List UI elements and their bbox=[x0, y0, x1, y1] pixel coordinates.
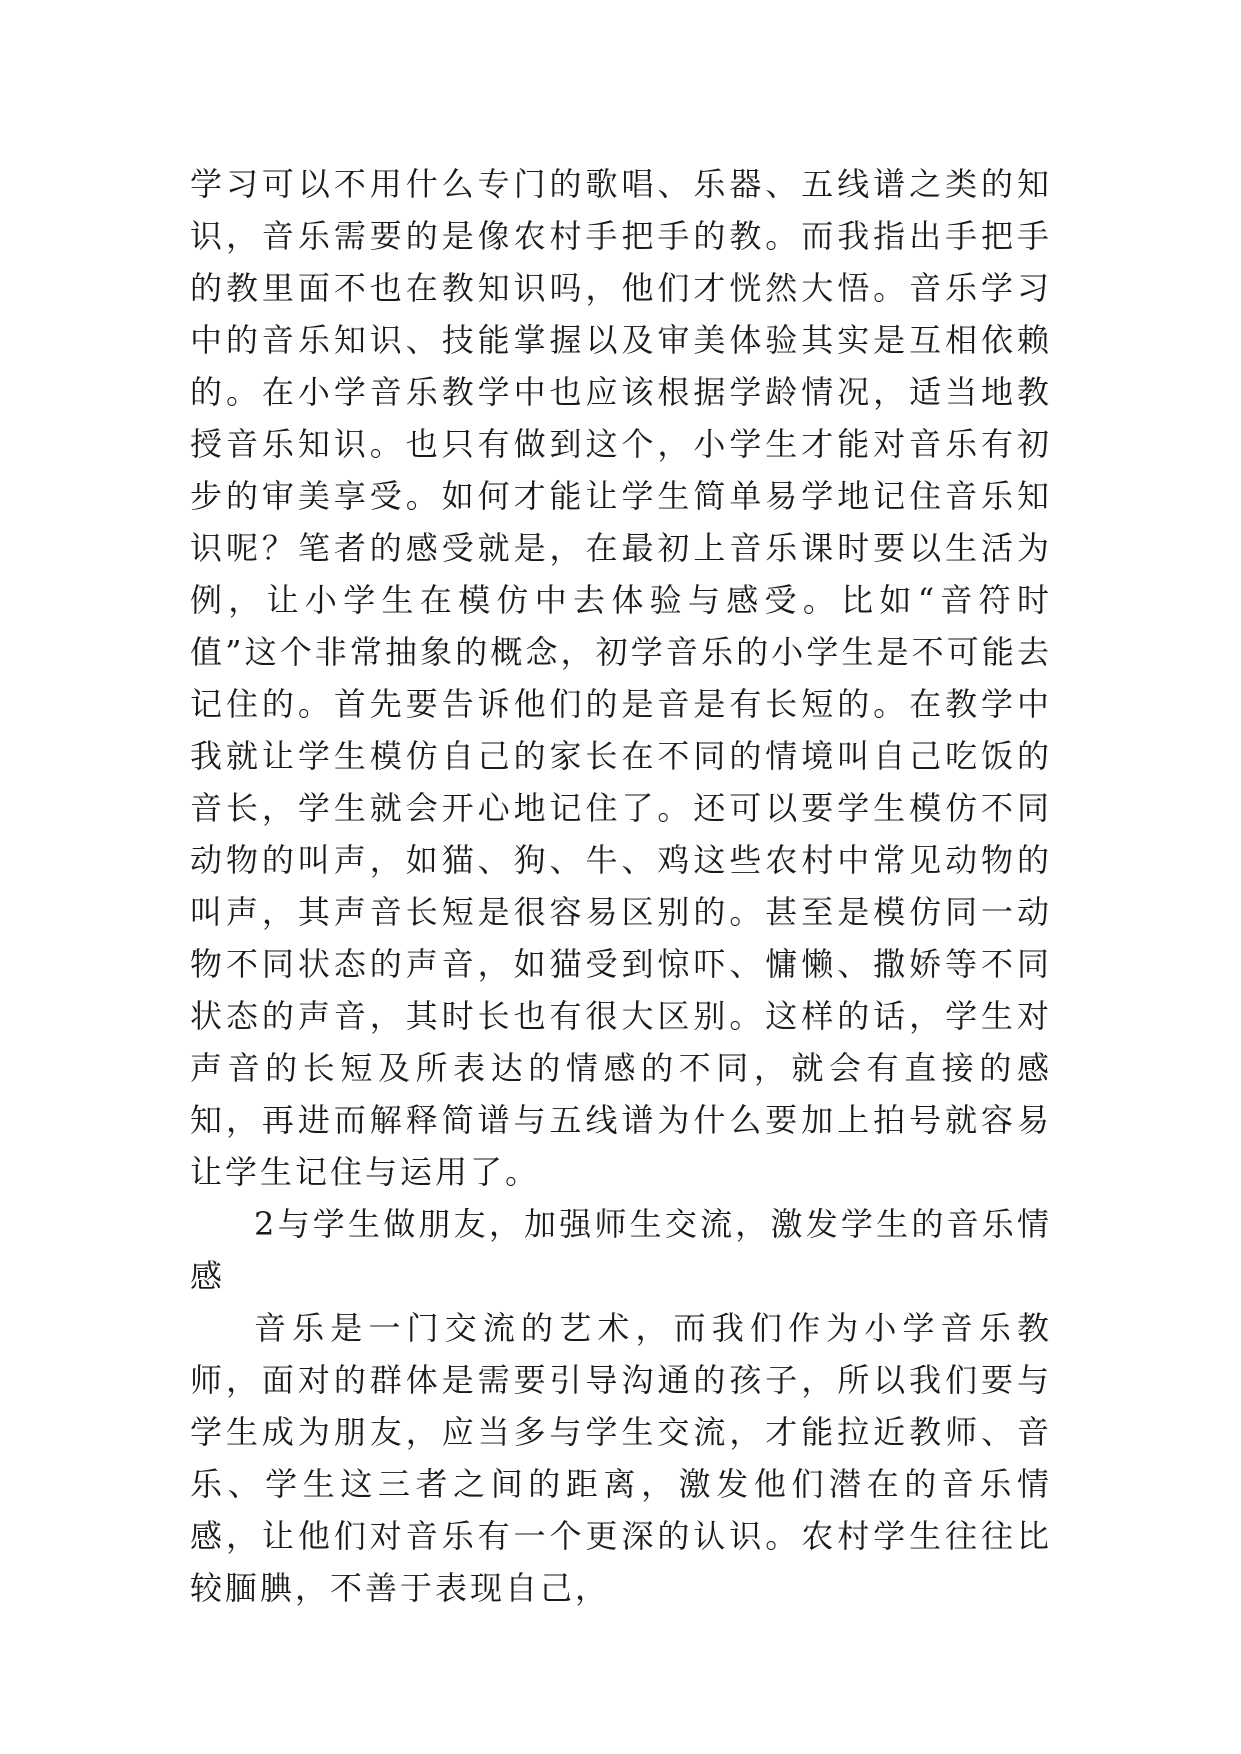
document-body bbox=[190, 158, 1052, 1614]
section-heading: 2与学生做朋友，加强师生交流，激发学生的音乐情感 bbox=[190, 1205, 1052, 1295]
body-paragraph: 学习可以不用什么专门的歌唱、乐器、五线谱之类的知识，音乐需要的是像农村手把手的教。而我指出手把手的教里面不也在教知识吗，他们才恍然大悟。音乐学习中的音乐知识、技能掌握以及审美体验其实是互相依赖的。在小学音乐教学中也应该根据学龄情况，适当地教授音乐知识。也只有做到这个，小学生才能对音乐有初步的审美享受。如何才能让学生简单易学地记住音乐知识呢？笔者的感受就是，在最初上音乐课时要以生活为例，让小学生在模仿中去体验与感受。比如“音符时值”这个非常抽象的概念，初学音乐的小学生是不可能去记住的。首先要告诉他们的是音是有长短的。在教学中我就让学生模仿自己的家长在不同的情境叫自己吃饭的音长，学生就会开心地记住了。还可以要学生模仿不同动物的叫声，如猫、狗、牛、鸡这些农村中常见动物的叫声，其声音长短是很容易区别的。甚至是模仿同一动物不同状态的声音，如猫受到惊吓、慵懒、撒娇等不同状态的声音，其时长也有很大区别。这样的话，学生对声音的长短及所表达的情感的不同，就会有直接的感知，再进而解释简谱与五线谱为什么要加上拍号就容易让学生记住与运用了。 bbox=[190, 165, 1052, 1191]
section-paragraph: 音乐是一门交流的艺术，而我们作为小学音乐教师，面对的群体是需要引导沟通的孩子，所以我们要与学生成为朋友，应当多与学生交流，才能拉近教师、音乐、学生这三者之间的距离，激发他们潜在的音乐情感，让他们对音乐有一个更深的认识。农村学生往往比较腼腆，不善于表现自己， bbox=[190, 1309, 1052, 1607]
